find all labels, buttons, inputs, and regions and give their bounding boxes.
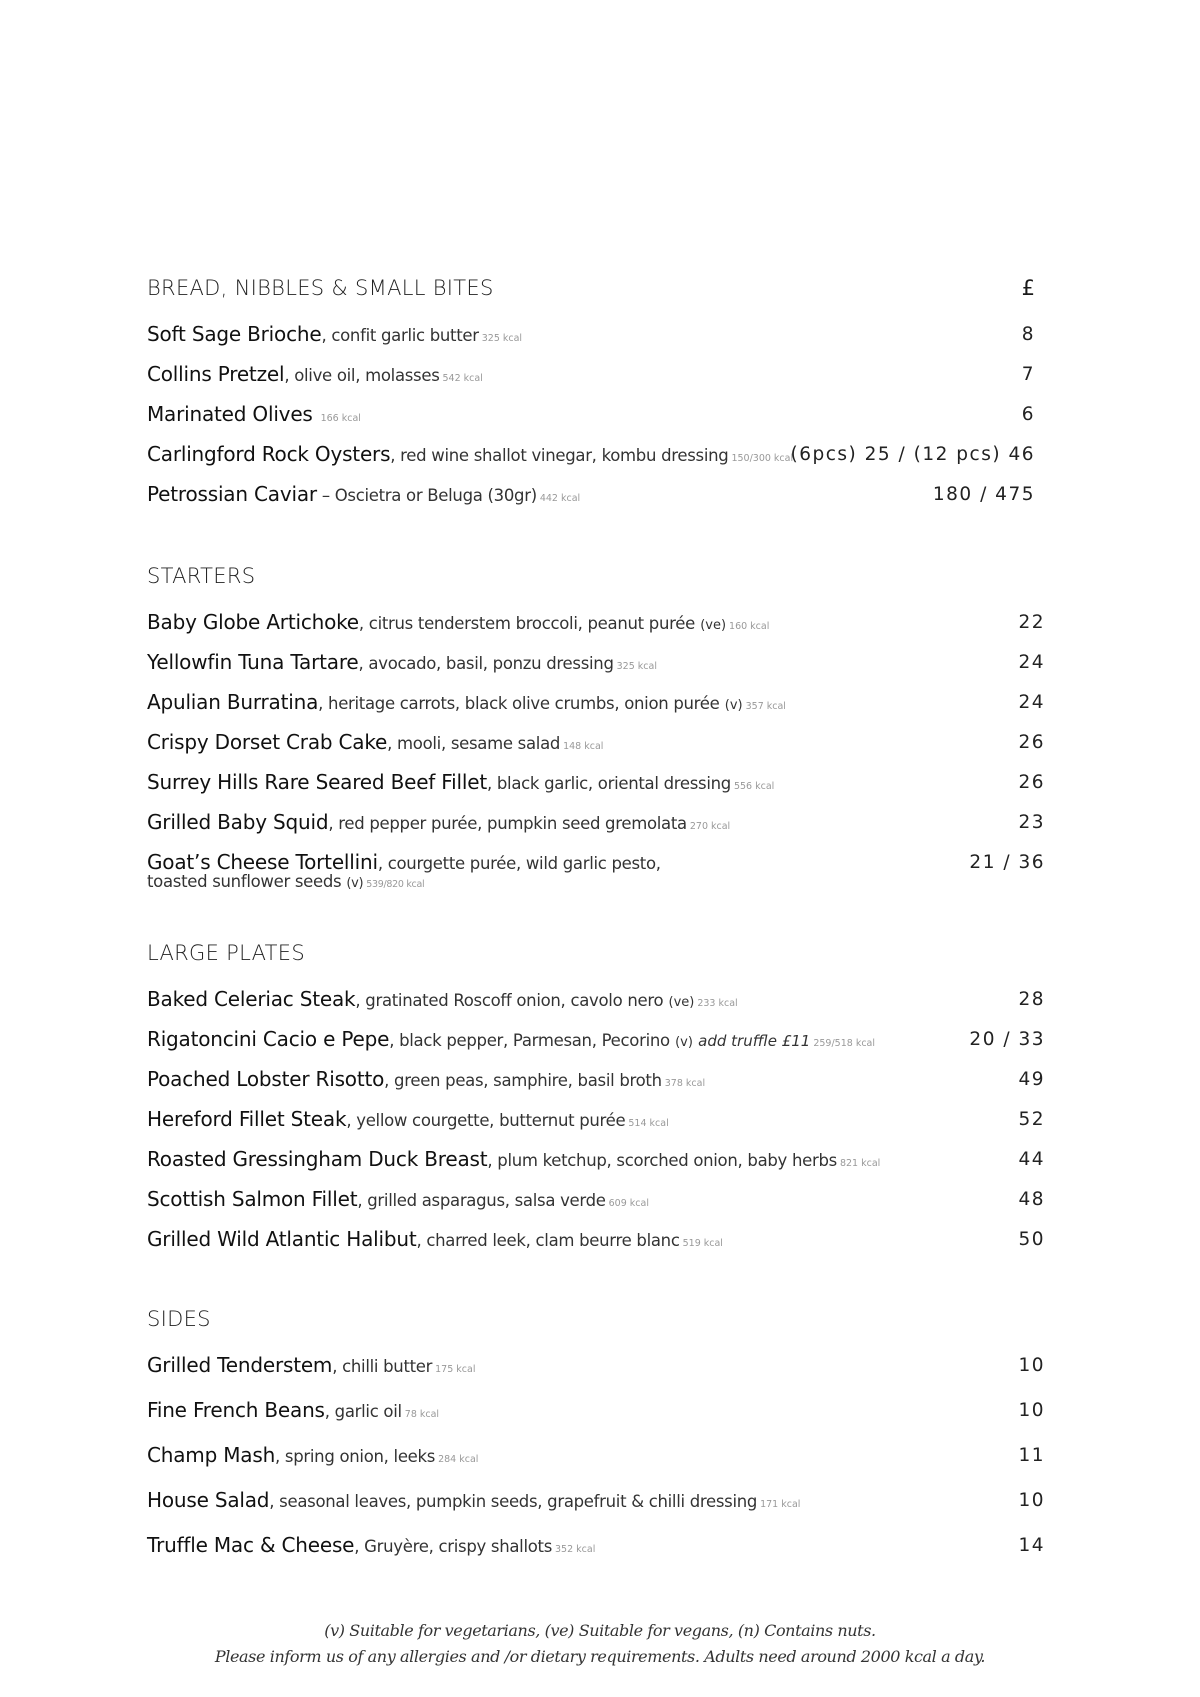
menu-item bbox=[147, 402, 1045, 442]
dish-name: Marinated Olives bbox=[147, 402, 313, 426]
dish-description: , gratinated Roscoff onion, cavolo nero bbox=[355, 991, 664, 1010]
dish-name: Grilled Wild Atlantic Halibut bbox=[147, 1227, 417, 1251]
calorie-count: 821 kcal bbox=[839, 1158, 881, 1169]
dish-description: , spring onion, leeks bbox=[275, 1447, 436, 1466]
calorie-count: 609 kcal bbox=[608, 1198, 649, 1209]
dish-price: 10 bbox=[1018, 1355, 1045, 1376]
diet-tag: (v) bbox=[675, 1035, 693, 1050]
calorie-count: 542 kcal bbox=[442, 373, 483, 384]
calorie-count: 442 kcal bbox=[539, 493, 581, 504]
dish-name: Apulian Burratina bbox=[147, 690, 319, 714]
dish-description-continued bbox=[147, 872, 1045, 891]
calorie-count: 357 kcal bbox=[745, 701, 786, 712]
dish-name: Goat’s Cheese Tortellini bbox=[147, 850, 378, 874]
dish-price: 26 bbox=[1018, 772, 1045, 793]
section-heading: BREAD, NIBBLES & SMALL BITES bbox=[147, 276, 494, 300]
dish-name: Collins Pretzel bbox=[147, 362, 285, 386]
footer-allergy-note: Please inform us of any allergies and /or dietary requirements. Adults need around 2000 kcal a day. bbox=[214, 1647, 986, 1666]
dish-name: Champ Mash bbox=[147, 1443, 276, 1467]
menu-item bbox=[147, 850, 1045, 896]
dish-price: 50 bbox=[1018, 1229, 1045, 1250]
dish-name: Yellowfin Tuna Tartare bbox=[147, 650, 359, 674]
diet-tag: (ve) bbox=[668, 995, 695, 1010]
dish-description: , avocado, basil, ponzu dressing bbox=[358, 654, 614, 673]
dish-price: (6pcs) 25 / (12 pcs) 46 bbox=[790, 444, 1035, 465]
dish-name: Surrey Hills Rare Seared Beef Fillet bbox=[147, 770, 487, 794]
dish-name: Roasted Gressingham Duck Breast bbox=[147, 1147, 488, 1171]
menu-item bbox=[147, 482, 1045, 522]
dish-name: Carlingford Rock Oysters bbox=[147, 442, 391, 466]
calorie-count: 556 kcal bbox=[733, 781, 775, 792]
menu-item bbox=[147, 1533, 1045, 1578]
currency-symbol: £ bbox=[1021, 276, 1035, 300]
dish-description bbox=[313, 406, 318, 425]
dish-price: 21 / 36 bbox=[969, 852, 1045, 873]
menu-item bbox=[147, 1027, 1045, 1067]
menu-item bbox=[147, 1488, 1045, 1533]
dietary-footer bbox=[0, 1618, 1200, 1670]
dish-price: 6 bbox=[1021, 404, 1035, 425]
dish-description: , grilled asparagus, salsa verde bbox=[357, 1191, 606, 1210]
menu-item bbox=[147, 1443, 1045, 1488]
menu-item bbox=[147, 322, 1045, 362]
dish-name: Grilled Baby Squid bbox=[147, 810, 329, 834]
section-starters bbox=[147, 564, 1045, 896]
calorie-count: 514 kcal bbox=[628, 1118, 669, 1129]
calorie-count: 166 kcal bbox=[320, 413, 361, 424]
dish-description: , confit garlic butter bbox=[321, 326, 479, 345]
calorie-count: 325 kcal bbox=[481, 333, 523, 344]
dish-description: , black pepper, Parmesan, Pecorino bbox=[389, 1031, 670, 1050]
calorie-count: 284 kcal bbox=[438, 1454, 479, 1465]
menu-items bbox=[147, 610, 1045, 896]
dish-price: 14 bbox=[1018, 1535, 1045, 1556]
dish-name: Poached Lobster Risotto bbox=[147, 1067, 385, 1091]
calorie-count: 171 kcal bbox=[760, 1499, 801, 1510]
dish-price: 10 bbox=[1018, 1400, 1045, 1421]
dish-description: , seasonal leaves, pumpkin seeds, grapefruit & chilli dressing bbox=[269, 1492, 758, 1511]
dish-name: Hereford Fillet Steak bbox=[147, 1107, 347, 1131]
menu-item bbox=[147, 1398, 1045, 1443]
menu-item bbox=[147, 987, 1045, 1027]
dish-name: Baby Globe Artichoke bbox=[147, 610, 359, 634]
calorie-count: 259/518 kcal bbox=[813, 1038, 876, 1049]
dish-name: Rigatoncini Cacio e Pepe bbox=[147, 1027, 390, 1051]
dish-description: – Oscietra or Beluga (30gr) bbox=[316, 486, 537, 505]
dish-name: Soft Sage Brioche bbox=[147, 322, 322, 346]
menu-item bbox=[147, 1353, 1045, 1398]
menu-item bbox=[147, 1227, 1045, 1267]
diet-tag: (v) bbox=[724, 698, 743, 713]
calorie-count: 150/300 kcal bbox=[731, 453, 794, 464]
dish-price: 22 bbox=[1018, 612, 1045, 633]
dish-price: 44 bbox=[1018, 1149, 1045, 1170]
dish-description: , mooli, sesame salad bbox=[387, 734, 561, 753]
dish-price: 24 bbox=[1018, 652, 1045, 673]
dish-price: 10 bbox=[1018, 1490, 1045, 1511]
section-sides bbox=[147, 1307, 1045, 1578]
calorie-count: 352 kcal bbox=[555, 1544, 596, 1555]
calorie-count: 148 kcal bbox=[563, 741, 604, 752]
dish-name: House Salad bbox=[147, 1488, 270, 1512]
dish-description: , courgette purée, wild garlic pesto, bbox=[377, 854, 661, 873]
dish-price: 48 bbox=[1018, 1189, 1045, 1210]
diet-tag: (ve) bbox=[700, 618, 727, 633]
dish-price: 20 / 33 bbox=[969, 1029, 1045, 1050]
calorie-count: 270 kcal bbox=[689, 821, 731, 832]
dish-name: Petrossian Caviar bbox=[147, 482, 317, 506]
dish-name: Truffle Mac & Cheese bbox=[147, 1533, 355, 1557]
menu-item bbox=[147, 442, 1045, 482]
dish-price: 180 / 475 bbox=[932, 484, 1035, 505]
menu-item bbox=[147, 690, 1045, 730]
section-large-plates bbox=[147, 941, 1045, 1267]
dish-description: , red pepper purée, pumpkin seed gremolata bbox=[328, 814, 687, 833]
menu-item bbox=[147, 362, 1045, 402]
dish-price: 24 bbox=[1018, 692, 1045, 713]
dish-price: 7 bbox=[1021, 364, 1035, 385]
dish-description: , olive oil, molasses bbox=[284, 366, 440, 385]
calorie-count: 325 kcal bbox=[616, 661, 657, 672]
dish-description: , plum ketchup, scorched onion, baby herbs bbox=[487, 1151, 837, 1170]
diet-tag: (v) bbox=[346, 876, 364, 891]
calorie-count: 78 kcal bbox=[404, 1409, 440, 1420]
menu-item bbox=[147, 810, 1045, 850]
add-on-note: add truffle £11 bbox=[698, 1032, 811, 1050]
menu-item bbox=[147, 610, 1045, 650]
menu-item bbox=[147, 1187, 1045, 1227]
calorie-count: 539/820 kcal bbox=[366, 879, 425, 890]
menu-item bbox=[147, 650, 1045, 690]
menu-item bbox=[147, 1067, 1045, 1107]
calorie-count: 233 kcal bbox=[697, 998, 738, 1009]
section-bread bbox=[147, 276, 1045, 522]
dish-description: , citrus tenderstem broccoli, peanut purée bbox=[358, 614, 695, 633]
calorie-count: 160 kcal bbox=[729, 621, 770, 632]
section-heading: STARTERS bbox=[147, 564, 256, 588]
dish-description: , garlic oil bbox=[324, 1402, 402, 1421]
dish-name: Crispy Dorset Crab Cake bbox=[147, 730, 388, 754]
dish-description: , yellow courgette, butternut purée bbox=[346, 1111, 626, 1130]
dish-description-line2: toasted sunflower seeds bbox=[147, 872, 342, 891]
dish-price: 8 bbox=[1021, 324, 1035, 345]
dish-description: , heritage carrots, black olive crumbs, onion purée bbox=[318, 694, 720, 713]
dish-price: 52 bbox=[1018, 1109, 1045, 1130]
dish-description: , green peas, samphire, basil broth bbox=[384, 1071, 662, 1090]
dish-price: 49 bbox=[1018, 1069, 1045, 1090]
dish-name: Fine French Beans bbox=[147, 1398, 325, 1422]
footer-legend: (v) Suitable for vegetarians, (ve) Suitable for vegans, (n) Contains nuts. bbox=[324, 1621, 876, 1640]
dish-price: 23 bbox=[1018, 812, 1045, 833]
dish-name: Baked Celeriac Steak bbox=[147, 987, 356, 1011]
dish-name: Scottish Salmon Fillet bbox=[147, 1187, 358, 1211]
dish-description: , chilli butter bbox=[332, 1357, 433, 1376]
dish-description: , Gruyère, crispy shallots bbox=[354, 1537, 552, 1556]
section-heading: LARGE PLATES bbox=[147, 941, 305, 965]
calorie-count: 519 kcal bbox=[682, 1238, 723, 1249]
section-heading: SIDES bbox=[147, 1307, 211, 1331]
menu-items bbox=[147, 322, 1045, 522]
menu-items bbox=[147, 1353, 1045, 1578]
dish-description: , black garlic, oriental dressing bbox=[486, 774, 731, 793]
dish-description: , red wine shallot vinegar, kombu dressing bbox=[390, 446, 729, 465]
dish-price: 28 bbox=[1018, 989, 1045, 1010]
menu-item bbox=[147, 1147, 1045, 1187]
dish-description: , charred leek, clam beurre blanc bbox=[416, 1231, 680, 1250]
dish-price: 26 bbox=[1018, 732, 1045, 753]
menu-item bbox=[147, 730, 1045, 770]
menu-item bbox=[147, 1107, 1045, 1147]
calorie-count: 378 kcal bbox=[664, 1078, 706, 1089]
menu-items bbox=[147, 987, 1045, 1267]
dish-price: 11 bbox=[1018, 1445, 1045, 1466]
menu-item bbox=[147, 770, 1045, 810]
calorie-count: 175 kcal bbox=[435, 1364, 476, 1375]
dish-name: Grilled Tenderstem bbox=[147, 1353, 333, 1377]
